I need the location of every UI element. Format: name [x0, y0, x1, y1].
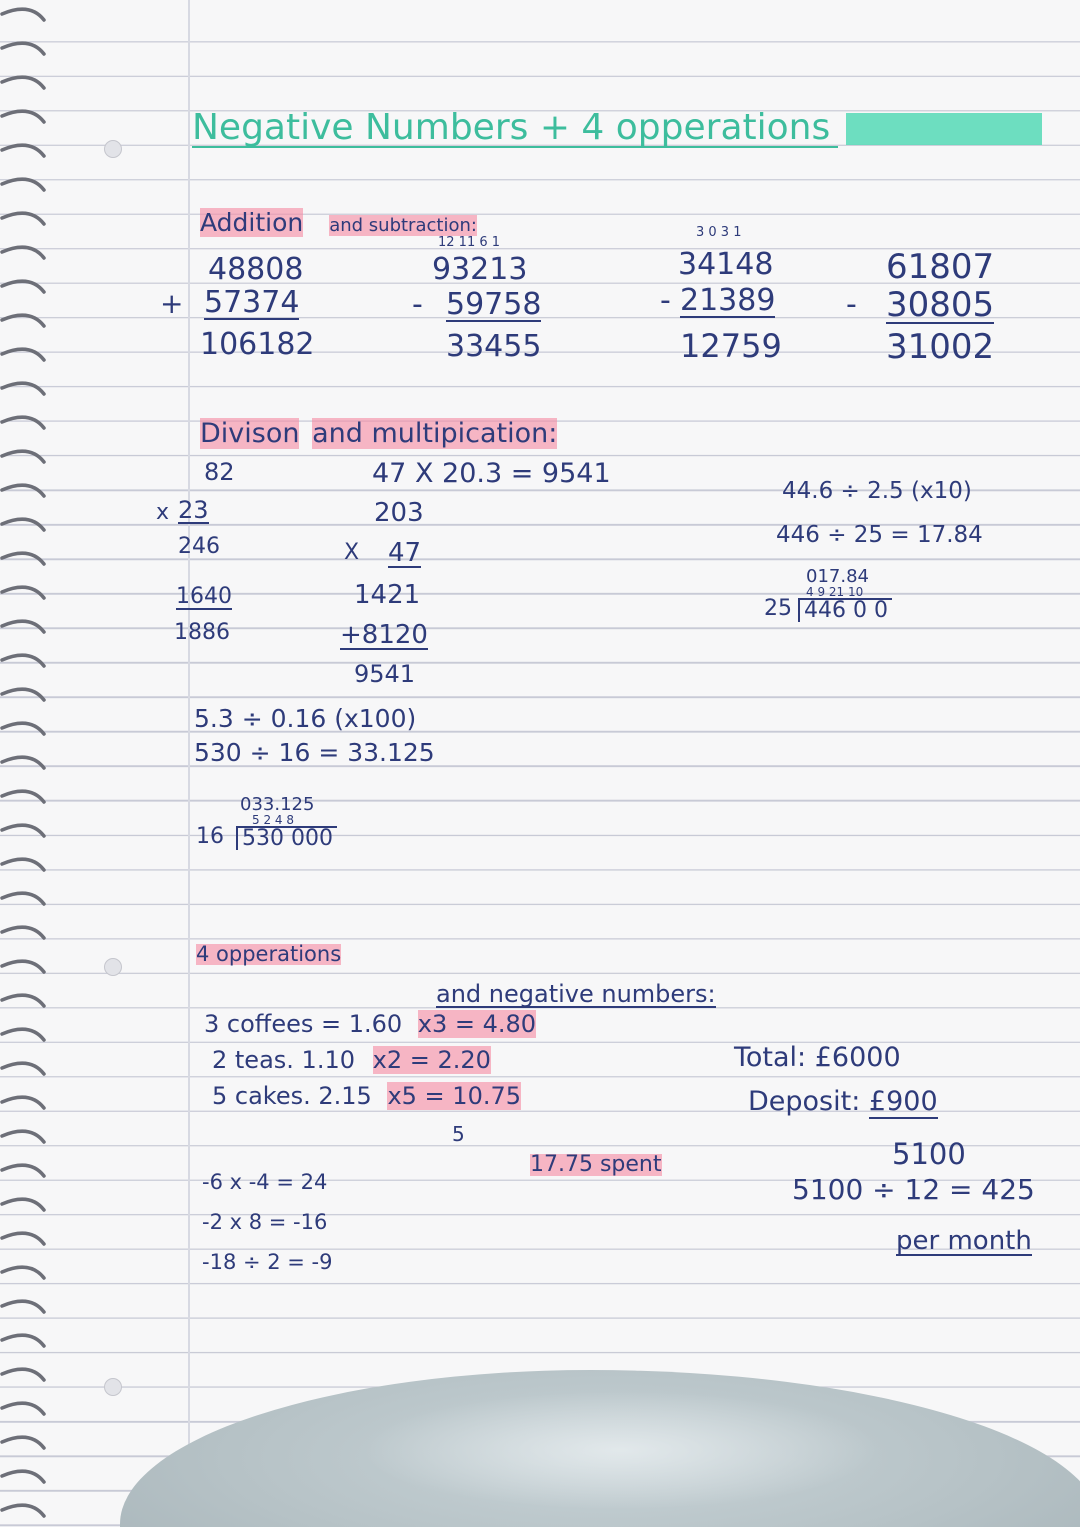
ops-total-spent: 17.75 spent [530, 1152, 662, 1177]
ops-deposit-label: Deposit: [748, 1086, 869, 1117]
addition-heading [200, 210, 477, 235]
spiral-coils [0, 0, 60, 1527]
div2-divisor: 25 [764, 596, 792, 621]
div2-line1: 44.6 ÷ 2.5 (x10) [782, 478, 972, 504]
ops-item-2-calc: x2 = 2.20 [372, 1046, 491, 1074]
mult2-a: 203 [374, 498, 424, 528]
ops-item-2-text: 2 teas. 1.10 [212, 1046, 355, 1074]
ops-monthly: 5100 ÷ 12 = 425 [792, 1173, 1035, 1206]
ops-total: Total: £6000 [734, 1042, 901, 1073]
diff1-carry: 12 11 6 1 [438, 235, 501, 250]
ops-sum-mark: 5 [452, 1122, 465, 1146]
diff1-operator: - [412, 287, 423, 322]
div1-divisor: 16 [196, 824, 224, 849]
ops-heading-part2: and negative numbers: [436, 980, 716, 1008]
ops-item-2 [212, 1048, 491, 1072]
page-title: Negative Numbers + 4 opperations [192, 110, 838, 148]
diff3-bottom: 30805 [886, 285, 995, 325]
mult2-op: X [344, 540, 360, 565]
sum1-bottom: 57374 [204, 285, 300, 320]
div1-line2: 530 ÷ 16 = 33.125 [194, 738, 435, 767]
diff2-bottom: 21389 [680, 283, 776, 318]
fabric-highlight [360, 1390, 880, 1510]
ops-item-3 [212, 1084, 521, 1108]
punch-hole [104, 1378, 122, 1396]
sum1-top: 48808 [208, 252, 304, 287]
ops-remaining: 5100 [892, 1137, 966, 1171]
diff2-carry: 3 0 3 1 [696, 225, 742, 240]
diff2-result: 12759 [680, 327, 782, 365]
spiral-binding [0, 0, 60, 1527]
ops-item-1 [204, 1012, 536, 1036]
sum1-operator: + [160, 287, 184, 320]
title-highlight [846, 113, 1042, 145]
div2-quotient: 017.84 [806, 566, 869, 587]
multiplication-heading-word: and multipication: [312, 418, 558, 449]
mult1-result: 1886 [174, 620, 230, 645]
negative-2: -2 x 8 = -16 [202, 1210, 328, 1234]
ops-deposit-value: £900 [868, 1086, 938, 1117]
ops-item-1-text: 3 coffees = 1.60 [204, 1010, 403, 1038]
div2-carries: 4 9 21 10 [806, 585, 864, 599]
subtraction-heading-word: and subtraction: [329, 215, 477, 236]
sum1-result: 106182 [200, 327, 315, 362]
ops-item-3-text: 5 cakes. 2.15 [212, 1082, 372, 1110]
punch-hole [104, 958, 122, 976]
div1-line1: 5.3 ÷ 0.16 (x100) [194, 704, 417, 733]
diff1-top: 93213 [432, 252, 528, 287]
division-heading [200, 420, 557, 447]
punch-hole [104, 140, 122, 158]
division-heading-word: Divison [200, 418, 300, 449]
ops-item-1-calc: x3 = 4.80 [417, 1010, 537, 1038]
div2-line2: 446 ÷ 25 = 17.84 [776, 522, 983, 548]
mult2-p2: +8120 [340, 620, 428, 650]
mult2-b: 47 [388, 538, 422, 568]
mult1-op: x [156, 500, 170, 525]
diff1-bottom: 59758 [446, 287, 542, 322]
negative-1: -6 x -4 = 24 [202, 1170, 328, 1194]
div1-dividend: 530 000 [236, 826, 337, 850]
diff2-operator: - [660, 283, 671, 318]
diff1-result: 33455 [446, 329, 542, 364]
div1-quotient: 033.125 [240, 794, 315, 815]
diff3-operator: - [846, 287, 857, 322]
mult1-a: 82 [204, 458, 235, 486]
margin-line [188, 0, 190, 1527]
div1-carries: 5 2 4 8 [252, 813, 294, 827]
diff3-top: 61807 [886, 247, 995, 287]
div2-dividend: 446 0 0 [798, 598, 892, 622]
mult1-p2: 1640 [176, 584, 232, 609]
mult1-b: 23 [178, 496, 209, 524]
diff3-result: 31002 [886, 327, 995, 367]
ops-item-3-calc: x5 = 10.75 [387, 1082, 521, 1110]
diff2-top: 34148 [678, 247, 774, 282]
ops-per-month: per month [896, 1226, 1032, 1256]
negative-3: -18 ÷ 2 = -9 [202, 1250, 333, 1274]
mult2-p1: 1421 [354, 580, 421, 610]
mult2-line: 47 X 20.3 = 9541 [372, 458, 611, 489]
addition-heading-word: Addition [200, 208, 304, 237]
ops-heading-part1: 4 opperations [196, 942, 342, 966]
mult2-result: 9541 [354, 660, 416, 688]
ops-deposit [748, 1088, 938, 1115]
mult1-p1: 246 [178, 534, 220, 559]
